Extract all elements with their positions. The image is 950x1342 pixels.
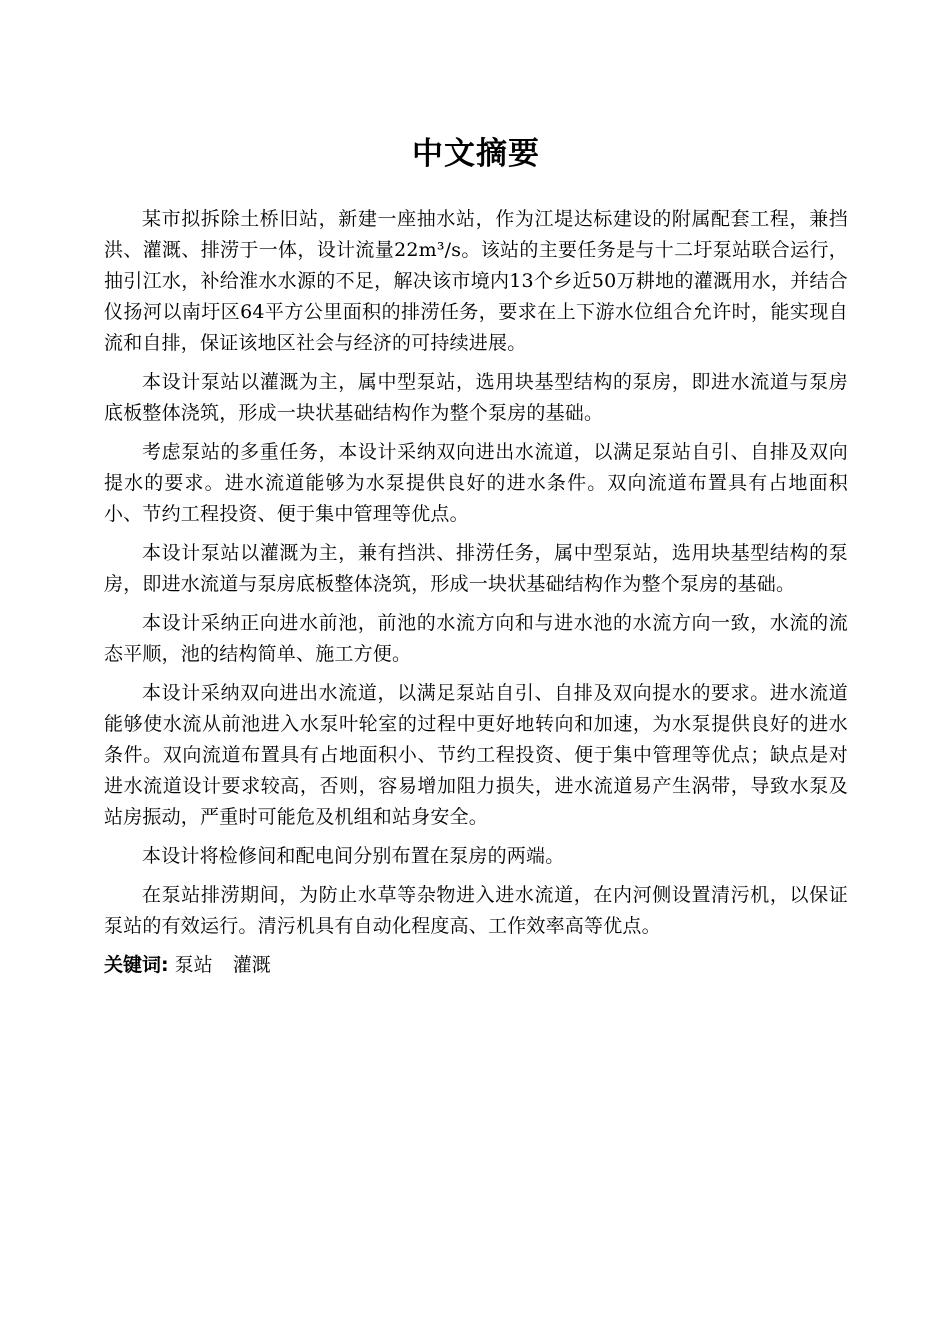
keywords-line — [104, 950, 848, 981]
abstract-body — [104, 204, 848, 981]
keyword: 泵站 — [174, 954, 213, 976]
abstract-paragraph: 在泵站排涝期间，为防止水草等杂物进入进水流道，在内河侧设置清污机，以保证泵站的有效运行。清污机具有自动化程度高、工作效率高等优点。 — [104, 884, 848, 937]
abstract-paragraph: 本设计采纳双向进出水流道，以满足泵站自引、自排及双向提水的要求。进水流道能够使水流从前池进入水泵叶轮室的过程中更好地转向和加速，为水泵提供良好的进水条件。双向流道布置具有占地面积小、节约工程投资、便于集中管理等优点；缺点是对进水流道设计要求较高，否则，容易增加阻力损失，进水流道易产生涡带，导致水泵及站房振动，严重时可能危及机组和站身安全。 — [104, 682, 848, 828]
keyword: 灌溉 — [232, 954, 271, 976]
abstract-title: 中文摘要 — [412, 136, 540, 172]
abstract-paragraph: 本设计将检修间和配电间分别布置在泵房的两端。 — [142, 845, 565, 867]
abstract-paragraph: 本设计泵站以灌溉为主，兼有挡洪、排涝任务，属中型泵站，选用块基型结构的泵房，即进水流道与泵房底板整体浇筑，形成一块状基础结构作为整个泵房的基础。 — [104, 542, 848, 595]
abstract-paragraph: 本设计泵站以灌溉为主，属中型泵站，选用块基型结构的泵房，即进水流道与泵房底板整体浇筑，形成一块状基础结构作为整个泵房的基础。 — [104, 371, 848, 424]
abstract-paragraph: 某市拟拆除土桥旧站，新建一座抽水站，作为江堤达标建设的附属配套工程，兼挡洪、灌溉、排涝于一体，设计流量22m³/s。该站的主要任务是与十二圩泵站联合运行，抽引江水，补给淮水水源的不足，解决该市境内13个乡近50万耕地的灌溉用水，并结合仪扬河以南圩区64平方公里面积的排涝任务，要求在上下游水位组合允许时，能实现自流和自排，保证该地区社会与经济的可持续进展。 — [104, 208, 848, 354]
keywords-label: 关键词: — [104, 954, 169, 976]
abstract-paragraph: 考虑泵站的多重任务，本设计采纳双向进出水流道，以满足泵站自引、自排及双向提水的要求。进水流道能够为水泵提供良好的进水条件。双向流道布置具有占地面积小、节约工程投资、便于集中管理等优点。 — [104, 441, 848, 525]
abstract-paragraph: 本设计采纳正向进水前池，前池的水流方向和与进水池的水流方向一致，水流的流态平顺，池的结构简单、施工方便。 — [104, 612, 848, 665]
